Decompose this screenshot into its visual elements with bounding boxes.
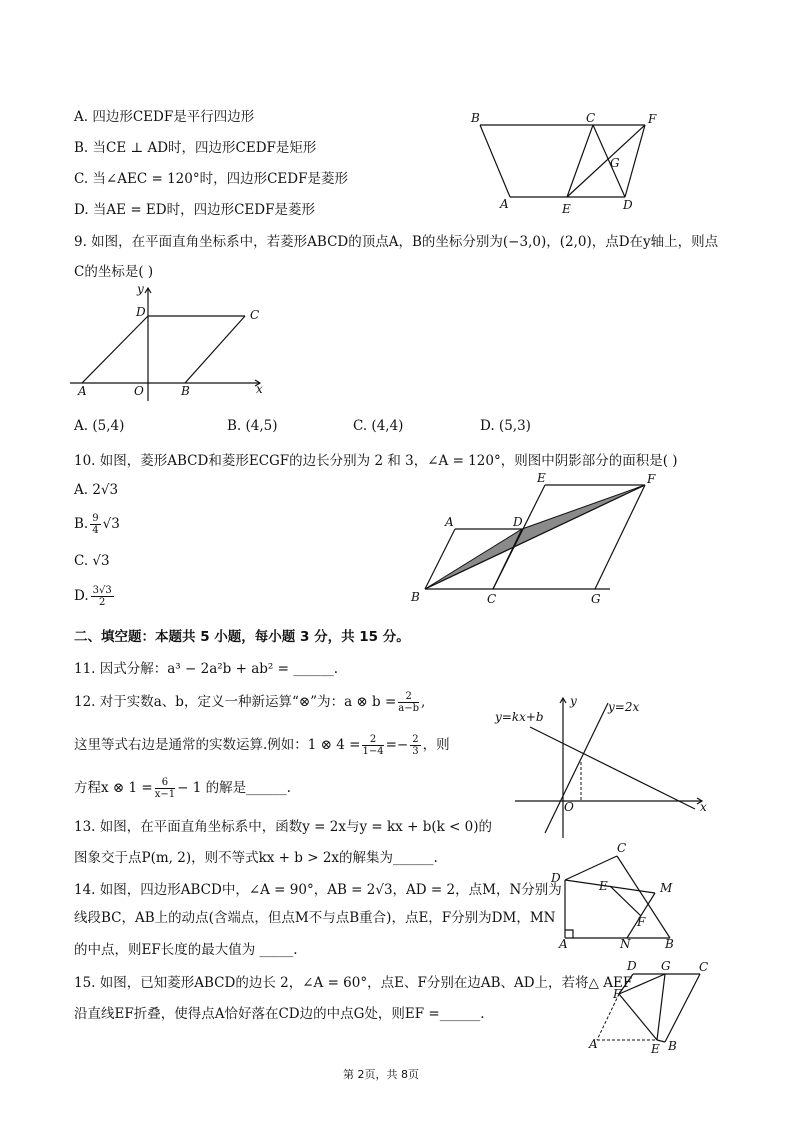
q8-label-b: B: [471, 111, 480, 125]
q10-stem: 10. 如图，菱形ABCD和菱形ECGF的边长分别为 2 和 3，∠A = 120°，则图中阴影部分的面积是( ): [74, 453, 678, 469]
q8-option-b: B. 当CE ⊥ AD时，四边形CEDF是矩形: [74, 140, 317, 156]
q13-label-ykxb: y=kx+b: [495, 710, 544, 724]
page-footer: 第 2页，共 8页: [343, 1068, 419, 1081]
q14-label-n: N: [620, 937, 631, 951]
q10-option-c: C. √3: [74, 553, 110, 569]
q10-option-d: D. $\frac{3√3}{2}$: [74, 585, 112, 608]
q8-option-c: C. 当∠AEC = 120°时，四边形CEDF是菱形: [74, 171, 348, 187]
q14-line1: 14. 如图，四边形ABCD中，∠A = 90°，AB = 2√3，AD = 2，点M，N分别为: [74, 882, 562, 898]
q15-line1: 15. 如图，已知菱形ABCD的边长 2，∠A = 60°，点E、F分别在边AB、AD上，若将△ AEF: [74, 975, 633, 991]
q12-line3: 方程x ⊗ 1 = $\frac{6}{x-1}$ − 1 的解是______.: [74, 777, 291, 800]
q14-label-a: A: [559, 937, 568, 951]
q15-label-a: A: [589, 1037, 598, 1051]
q13-label-y: y: [570, 694, 577, 708]
q8-option-d: D. 当AE = ED时，四边形CEDF是菱形: [74, 202, 315, 218]
q10-option-b: B. $\frac{9}{4}$ √3: [74, 513, 120, 536]
q9-line2: C的坐标是( ): [74, 264, 154, 280]
q11-text: 11. 因式分解：a³ − 2a²b + ab² = ______.: [74, 661, 338, 677]
q9-label-a: A: [78, 384, 87, 398]
q13-line2: 图象交于点P(m, 2)，则不等式kx + b > 2x的解集为______.: [74, 850, 438, 866]
q8-option-a: A. 四边形CEDF是平行四边形: [74, 109, 255, 125]
q9-label-o: O: [134, 384, 144, 398]
q13-figure: [490, 693, 720, 843]
q9-label-d: D: [136, 305, 146, 319]
q9-option-b: B. (4,5): [227, 418, 278, 434]
q15-label-e: E: [651, 1042, 660, 1056]
q9-line1: 9. 如图，在平面直角坐标系中，若菱形ABCD的顶点A，B的坐标分别为(−3,0)，(2,0)，点D在y轴上，则点: [74, 234, 719, 250]
q10-figure: [405, 473, 675, 608]
q15-figure: [585, 960, 720, 1055]
q10-option-a: A. 2√3: [74, 482, 119, 498]
q8-label-c: C: [586, 111, 596, 125]
q13-line1: 13. 如图，在平面直角坐标系中，函数y = 2x与y = kx + b(k < 0)的: [74, 819, 493, 835]
q14-line2: 线段BC，AB上的动点(含端点，但点M不与点B重合)，点E，F分别为DM，MN: [74, 910, 556, 926]
q14-figure: [545, 838, 695, 953]
q9-figure: [70, 283, 280, 408]
q14-label-c: C: [617, 841, 627, 855]
q10-label-f: F: [647, 472, 656, 486]
q8-label-f: F: [648, 112, 657, 126]
q14-line3: 的中点，则EF长度的最大值为 _____.: [74, 942, 298, 958]
q8-label-e: E: [562, 202, 571, 216]
section-title: 二、填空题：本题共 5 小题，每小题 3 分，共 15 分。: [74, 629, 410, 645]
q13-label-x: x: [700, 800, 707, 814]
q9-label-c: C: [250, 308, 260, 322]
q15-label-d: D: [627, 959, 637, 973]
q8-label-a: A: [500, 197, 509, 211]
q12-line2: 这里等式右边是通常的实数运算.例如：1 ⊗ 4 = $\frac{2}{1-4}$ =− $\frac{2}{3}$ ，则: [74, 734, 450, 757]
q10-label-b: B: [411, 590, 420, 604]
q9-label-x: x: [256, 382, 263, 396]
q15-label-c: C: [699, 960, 709, 974]
q15-label-g: G: [661, 959, 671, 973]
q15-label-f: F: [613, 987, 622, 1001]
q13-label-y2x: y=2x: [608, 700, 640, 714]
q9-option-a: A. (5,4): [74, 418, 125, 434]
q15-line2: 沿直线EF折叠，使得点A恰好落在CD边的中点G处，则EF =______.: [74, 1006, 485, 1022]
q12-line1: 12. 对于实数a、b，定义一种新运算“⊗”为：a ⊗ b = $\frac{2}{a-b}$ ,: [74, 691, 426, 714]
q14-label-f: F: [637, 915, 646, 929]
q9-option-c: C. (4,4): [353, 418, 404, 434]
q10-label-d: D: [513, 515, 523, 529]
q8-figure: [465, 105, 665, 215]
q14-label-d: D: [551, 871, 561, 885]
q14-label-m: M: [660, 881, 673, 895]
q14-label-e: E: [599, 879, 608, 893]
q13-label-o: O: [564, 800, 574, 814]
q8-label-d: D: [623, 198, 633, 212]
q9-option-d: D. (5,3): [480, 418, 531, 434]
q10-label-g: G: [591, 592, 601, 606]
q9-label-b: B: [181, 384, 190, 398]
q10-label-a: A: [445, 515, 454, 529]
q15-label-b: B: [668, 1039, 677, 1053]
q14-label-b: B: [665, 937, 674, 951]
q10-label-e: E: [537, 471, 546, 485]
q9-label-y: y: [137, 282, 144, 296]
q8-label-g: G: [610, 156, 620, 170]
q10-label-c: C: [487, 592, 497, 606]
